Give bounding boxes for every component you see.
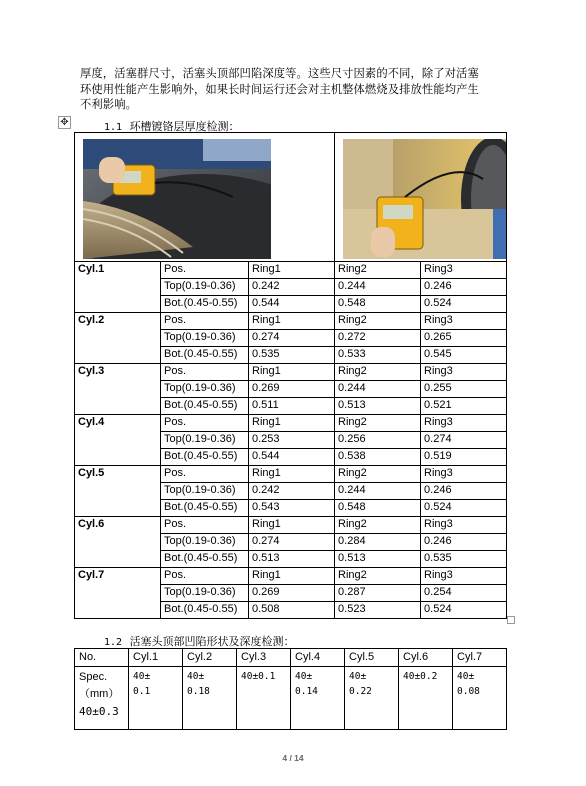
- position-cell: Top(0.19-0.36): [161, 534, 249, 551]
- header-cell: Cyl.5: [345, 649, 399, 667]
- section-title: 环槽镀铬层厚度检测：: [129, 120, 240, 133]
- value-cell: Ring1: [249, 313, 335, 330]
- spec-label-line: Spec.: [79, 671, 108, 683]
- value-cell: 0.254: [421, 585, 507, 602]
- value-cell: 0.524: [421, 500, 507, 517]
- position-cell: Pos.: [161, 466, 249, 483]
- position-cell: Bot.(0.45-0.55): [161, 500, 249, 517]
- spec-value-line: 40±0.2: [403, 671, 438, 682]
- value-cell: Ring2: [335, 517, 421, 534]
- value-cell: 0.246: [421, 483, 507, 500]
- value-cell: Ring2: [335, 313, 421, 330]
- section-heading-1-2: [104, 633, 295, 649]
- value-cell: 0.272: [335, 330, 421, 347]
- position-cell: Pos.: [161, 313, 249, 330]
- table-row: [75, 517, 507, 534]
- spec-value-line: 0.14: [295, 686, 318, 697]
- value-cell: 0.548: [335, 296, 421, 313]
- value-cell: Ring1: [249, 262, 335, 279]
- value-cell: 0.533: [335, 347, 421, 364]
- position-cell: Bot.(0.45-0.55): [161, 551, 249, 568]
- photo-gauge-on-piston-left: [83, 139, 271, 259]
- intro-line: 不利影响。: [80, 98, 137, 112]
- value-cell: 0.535: [249, 347, 335, 364]
- value-cell: 0.253: [249, 432, 335, 449]
- page-number: 4 / 14: [282, 753, 304, 763]
- spec-value-line: 0.22: [349, 686, 372, 697]
- cylinder-label: Cyl.1: [75, 262, 161, 313]
- header-cell: Cyl.2: [183, 649, 237, 667]
- value-cell: Ring2: [335, 568, 421, 585]
- spec-value-cell: [291, 667, 345, 730]
- header-cell: No.: [75, 649, 129, 667]
- value-cell: Ring1: [249, 364, 335, 381]
- spec-value-cell: [345, 667, 399, 730]
- position-cell: Top(0.19-0.36): [161, 483, 249, 500]
- value-cell: Ring2: [335, 466, 421, 483]
- position-cell: Pos.: [161, 364, 249, 381]
- position-cell: Bot.(0.45-0.55): [161, 296, 249, 313]
- photo-cell-left: [75, 133, 335, 262]
- spec-value-line: 40±: [187, 671, 205, 682]
- value-cell: 0.244: [335, 381, 421, 398]
- position-cell: Pos.: [161, 568, 249, 585]
- value-cell: 0.535: [421, 551, 507, 568]
- position-cell: Bot.(0.45-0.55): [161, 347, 249, 364]
- cylinder-label: Cyl.4: [75, 415, 161, 466]
- spec-label-cell: [75, 667, 129, 730]
- move-cross-icon[interactable]: ✥: [58, 116, 71, 129]
- value-cell: 0.274: [249, 534, 335, 551]
- value-cell: Ring3: [421, 466, 507, 483]
- value-cell: Ring3: [421, 415, 507, 432]
- value-cell: 0.545: [421, 347, 507, 364]
- spec-label-line: （mm）: [79, 688, 120, 700]
- value-cell: Ring2: [335, 364, 421, 381]
- value-cell: 0.538: [335, 449, 421, 466]
- value-cell: 0.244: [335, 483, 421, 500]
- position-cell: Top(0.19-0.36): [161, 279, 249, 296]
- value-cell: 0.513: [335, 398, 421, 415]
- value-cell: 0.524: [421, 296, 507, 313]
- value-cell: Ring1: [249, 415, 335, 432]
- value-cell: 0.544: [249, 296, 335, 313]
- value-cell: 0.269: [249, 585, 335, 602]
- spec-value-line: 40±: [133, 671, 151, 682]
- header-cell: Cyl.4: [291, 649, 345, 667]
- value-cell: 0.543: [249, 500, 335, 517]
- value-cell: Ring3: [421, 517, 507, 534]
- spec-value-line: 40±: [457, 671, 475, 682]
- spec-value-cell: [453, 667, 507, 730]
- coating-thickness-table: [74, 132, 507, 619]
- spec-label-line: 40±0.3: [79, 705, 119, 718]
- value-cell: 0.244: [335, 279, 421, 296]
- header-cell: Cyl.1: [129, 649, 183, 667]
- spec-value-cell: [237, 667, 291, 730]
- spec-value-cell: [399, 667, 453, 730]
- depth-table: [74, 648, 507, 730]
- position-cell: Pos.: [161, 415, 249, 432]
- spec-value-line: 40±0.1: [241, 671, 276, 682]
- value-cell: Ring3: [421, 262, 507, 279]
- table-row: [75, 262, 507, 279]
- value-cell: Ring1: [249, 517, 335, 534]
- table-row: [75, 313, 507, 330]
- position-cell: Top(0.19-0.36): [161, 585, 249, 602]
- table-row: [75, 415, 507, 432]
- intro-line: 厚度，活塞群尺寸，活塞头顶部凹陷深度等。这些尺寸因素的不同，除了对活塞: [80, 67, 479, 80]
- value-cell: 0.523: [335, 602, 421, 619]
- position-cell: Pos.: [161, 262, 249, 279]
- value-cell: 0.521: [421, 398, 507, 415]
- value-cell: Ring1: [249, 568, 335, 585]
- cylinder-label: Cyl.6: [75, 517, 161, 568]
- value-cell: Ring2: [335, 415, 421, 432]
- cylinder-label: Cyl.2: [75, 313, 161, 364]
- position-cell: Top(0.19-0.36): [161, 432, 249, 449]
- spec-value-line: 0.08: [457, 686, 480, 697]
- resize-square-icon[interactable]: [507, 616, 515, 624]
- value-cell: 0.256: [335, 432, 421, 449]
- cylinder-label: Cyl.3: [75, 364, 161, 415]
- value-cell: 0.269: [249, 381, 335, 398]
- header-cell: Cyl.3: [237, 649, 291, 667]
- section-number: 1.2: [104, 637, 123, 648]
- value-cell: 0.274: [421, 432, 507, 449]
- value-cell: Ring2: [335, 262, 421, 279]
- value-cell: Ring3: [421, 568, 507, 585]
- value-cell: 0.519: [421, 449, 507, 466]
- value-cell: 0.544: [249, 449, 335, 466]
- intro-paragraph: [80, 66, 520, 113]
- value-cell: Ring3: [421, 313, 507, 330]
- header-cell: Cyl.6: [399, 649, 453, 667]
- photo-gauge-on-piston-right: [343, 139, 507, 259]
- cylinder-label: Cyl.7: [75, 568, 161, 619]
- spec-value-line: 40±: [295, 671, 313, 682]
- table-row: [75, 364, 507, 381]
- value-cell: Ring1: [249, 466, 335, 483]
- value-cell: 0.246: [421, 534, 507, 551]
- value-cell: 0.265: [421, 330, 507, 347]
- value-cell: 0.524: [421, 602, 507, 619]
- value-cell: Ring3: [421, 364, 507, 381]
- value-cell: 0.246: [421, 279, 507, 296]
- position-cell: Top(0.19-0.36): [161, 330, 249, 347]
- value-cell: 0.287: [335, 585, 421, 602]
- position-cell: Top(0.19-0.36): [161, 381, 249, 398]
- value-cell: 0.284: [335, 534, 421, 551]
- spec-value-line: 0.18: [187, 686, 210, 697]
- section-number: 1.1: [104, 122, 123, 133]
- position-cell: Bot.(0.45-0.55): [161, 398, 249, 415]
- spec-value-cell: [183, 667, 237, 730]
- value-cell: 0.274: [249, 330, 335, 347]
- table-row: [75, 568, 507, 585]
- position-cell: Bot.(0.45-0.55): [161, 602, 249, 619]
- photo-cell-right: [335, 133, 507, 262]
- section-title: 活塞头顶部凹陷形状及深度检测：: [129, 635, 295, 648]
- position-cell: Bot.(0.45-0.55): [161, 449, 249, 466]
- value-cell: 0.242: [249, 483, 335, 500]
- header-cell: Cyl.7: [453, 649, 507, 667]
- value-cell: 0.508: [249, 602, 335, 619]
- value-cell: 0.242: [249, 279, 335, 296]
- cylinder-label: Cyl.5: [75, 466, 161, 517]
- value-cell: 0.513: [335, 551, 421, 568]
- value-cell: 0.511: [249, 398, 335, 415]
- value-cell: 0.548: [335, 500, 421, 517]
- spec-value-line: 0.1: [133, 686, 151, 697]
- spec-value-cell: [129, 667, 183, 730]
- value-cell: 0.255: [421, 381, 507, 398]
- value-cell: 0.513: [249, 551, 335, 568]
- table-row: [75, 466, 507, 483]
- position-cell: Pos.: [161, 517, 249, 534]
- intro-line: 环使用性能产生影响外，如果长时间运行还会对主机整体燃烧及排放性能均产生: [80, 82, 479, 96]
- spec-value-line: 40±: [349, 671, 367, 682]
